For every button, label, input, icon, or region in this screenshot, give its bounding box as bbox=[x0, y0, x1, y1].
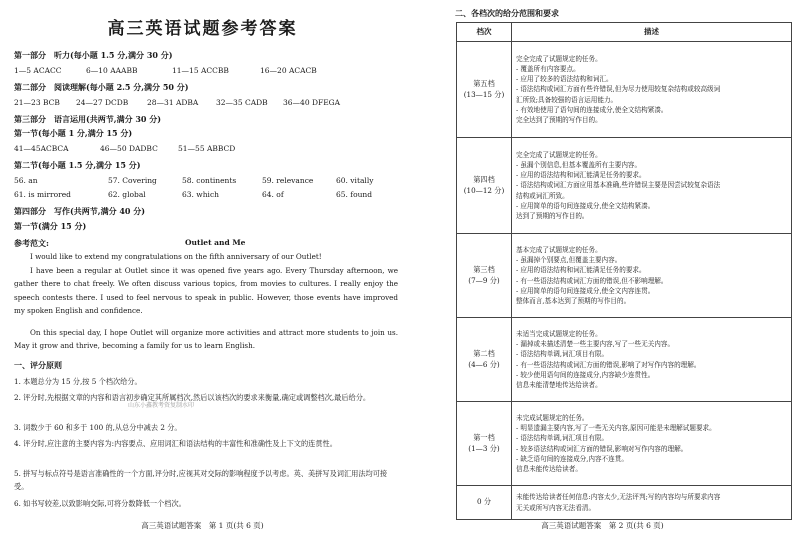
cloze-answer: 56. an bbox=[14, 176, 38, 185]
tier-name: 第三档 bbox=[473, 265, 495, 275]
part2-answer: 36—40 DFEGA bbox=[283, 98, 341, 107]
cloze-answer: 64. of bbox=[262, 190, 284, 199]
principle-item: 6. 如书写较差,以致影响交际,可将分数降低一个档次。 bbox=[14, 499, 186, 508]
essay-paragraph: I would like to extend my congratulations on the fifth anniversary of our Outlet! bbox=[30, 252, 322, 261]
description-line: - 明显遗漏主要内容,写了一些无关内容,原因可能是未理解试题要求。 bbox=[516, 424, 716, 433]
description-line: 汇所致;具备较强的语言运用能力。 bbox=[516, 95, 618, 104]
description-line: - 语法结构单调,词汇项目有限。 bbox=[516, 350, 609, 359]
essay-paragraph: I have been a regular at Outlet since it was opened five years ago. Every Thursday afternoon, we gather there to chat freely. We often discuss various topics, from movies to cultures. I really enjoy the speech contests there. I used to feel nervous to speak in public. However, those events have improved my spoken English and confidence. bbox=[14, 266, 398, 316]
description-line: 信息未能传达给读者。 bbox=[516, 464, 582, 473]
tier-name: 第四档 bbox=[473, 175, 495, 185]
part2-answer: 24—27 DCDB bbox=[76, 98, 129, 107]
cloze-answer: 60. vitally bbox=[336, 176, 374, 185]
tier-range: (10—12 分) bbox=[463, 185, 505, 195]
description-line: - 覆盖所有内容要点。 bbox=[516, 64, 580, 73]
description-line: 基本完成了试题规定的任务。 bbox=[516, 245, 602, 254]
description-line: 未适当完成试题规定的任务。 bbox=[516, 329, 602, 338]
scoring-table bbox=[456, 22, 792, 520]
description-line: - 虽漏个别信息,但基本覆盖所有主要内容。 bbox=[516, 160, 642, 169]
description-line: 无关或所写内容无法看清。 bbox=[516, 503, 596, 512]
part1-answer: 16—20 ACACB bbox=[260, 66, 317, 75]
description-line: 未能传达给读者任何信息:内容太少,无法评判;写的内容均与所要求内容 bbox=[516, 493, 721, 502]
tier-name: 第一档 bbox=[473, 433, 495, 443]
principle-item: 3. 词数少于 60 和多于 100 的,从总分中减去 2 分。 bbox=[14, 423, 182, 432]
description-line: - 语法结构或词汇方面应用基本准确,些许错误主要是因尝试较复杂语法 bbox=[516, 181, 721, 190]
watermark-text: 山东小鑫教考资复制水印 bbox=[128, 402, 195, 409]
description-line: - 较少使用语句间的连接成分,内容缺少连贯性。 bbox=[516, 370, 655, 379]
description-line: - 缺乏语句间的连接成分,内容不连贯。 bbox=[516, 454, 628, 463]
part2-heading: 第二部分 阅读理解(每小题 2.5 分,满分 50 分) bbox=[14, 82, 189, 92]
description-line: - 语法结构或词汇方面有些许错误,但为尽力使用较复杂结构或较高级词 bbox=[516, 85, 721, 94]
essay-paragraph: On this special day, I hope Outlet will organize more activities and attract more students to join us. May it grow and thrive, becoming a family for us to learn English. bbox=[14, 328, 398, 351]
principle-item: 4. 评分时,应注意的主要内容为:内容要点、应用词汇和语法结构的丰富性和准确性及上下文的连贯性。 bbox=[14, 439, 337, 448]
description-line: 完全完成了试题规定的任务。 bbox=[516, 54, 602, 63]
cloze-answer: 61. is mirrored bbox=[14, 190, 71, 199]
description-line: - 有一些语法结构或词汇方面的错误,但不影响理解。 bbox=[516, 276, 668, 285]
description-line: 信息未能清楚地传达给读者。 bbox=[516, 380, 602, 389]
right-page bbox=[405, 0, 800, 537]
part3-sec1-answer: 51—55 ABBCD bbox=[178, 144, 236, 153]
principle-item: 5. 拼写与标点符号是语言准确性的一个方面,评分时,应视其对交际的影响程度予以考虑。英、美拼写及词汇用法均可接受。 bbox=[14, 469, 388, 491]
table-row bbox=[457, 138, 792, 234]
tier-cell bbox=[457, 318, 512, 402]
part2-answer: 32—35 CADB bbox=[216, 98, 268, 107]
part3-sec1-answer: 46—50 DADBC bbox=[100, 144, 158, 153]
table-row bbox=[457, 318, 792, 402]
page-footer: 高三英语试题答案 第 2 页(共 6 页) bbox=[541, 521, 664, 530]
part3-sec1-heading: 第一节(每小题 1 分,满分 15 分) bbox=[14, 128, 133, 138]
cloze-answer: 63. which bbox=[182, 190, 219, 199]
description-line: 完全完成了试题规定的任务。 bbox=[516, 150, 602, 159]
part1-answer: 11—15 ACCBB bbox=[172, 66, 229, 75]
part4-sec1-heading: 第一节(满分 15 分) bbox=[14, 221, 87, 231]
description-line: - 应用了较多的语法结构和词汇。 bbox=[516, 75, 613, 84]
tier-cell bbox=[457, 138, 512, 234]
description-cell bbox=[512, 42, 792, 138]
essay-title: Outlet and Me bbox=[185, 238, 246, 247]
page-title: 高三英语试题参考答案 bbox=[107, 19, 298, 39]
tier-range: (4—6 分) bbox=[468, 359, 500, 369]
tier-range: (1—3 分) bbox=[468, 443, 500, 453]
principle-item: 1. 本题总分为 15 分,按 5 个档次给分。 bbox=[14, 377, 142, 386]
cloze-answer: 58. continents bbox=[182, 176, 237, 185]
description-line: 达到了预期的写作目的。 bbox=[516, 212, 589, 220]
description-line: - 应用的语法结构和词汇能满足任务的要求。 bbox=[516, 266, 646, 275]
scoring-heading: 二、各档次的给分范围和要求 bbox=[455, 8, 559, 18]
description-line: - 应用的语法结构和词汇能满足任务的要求。 bbox=[516, 171, 646, 180]
part2-answer: 28—31 ADBA bbox=[147, 98, 199, 107]
description-cell bbox=[512, 318, 792, 402]
table-row bbox=[457, 234, 792, 318]
cloze-answer: 62. global bbox=[108, 190, 146, 199]
description-line: - 虽漏掉个别要点,但覆盖主要内容。 bbox=[516, 256, 622, 265]
description-cell bbox=[512, 486, 792, 520]
part1-answer: 1—5 ACACC bbox=[14, 66, 62, 75]
table-header-row bbox=[457, 23, 792, 42]
cloze-answer: 59. relevance bbox=[262, 176, 314, 185]
description-line: - 语法结构单调,词汇项目有限。 bbox=[516, 434, 609, 443]
part3-sec2-heading: 第二节(每小题 1.5 分,满分 15 分) bbox=[14, 160, 141, 170]
cloze-answer: 57. Covering bbox=[108, 176, 157, 185]
description-line: 结构或词汇所致。 bbox=[516, 191, 569, 200]
description-cell bbox=[512, 138, 792, 234]
sample-label: 参考范文: bbox=[14, 238, 49, 248]
description-line: - 漏掉或未描述清楚一些主要内容,写了一些无关内容。 bbox=[516, 340, 675, 349]
description-line: - 有效地使用了语句间的连接成分,使全文结构紧凑。 bbox=[516, 105, 668, 114]
tier-cell bbox=[457, 402, 512, 486]
description-line: 完全达到了预期的写作目的。 bbox=[516, 116, 602, 124]
part1-heading: 第一部分 听力(每小题 1.5 分,满分 30 分) bbox=[14, 50, 173, 60]
tier-name: 0 分 bbox=[476, 497, 492, 507]
description-line: - 有一些语法结构或词汇方面的错误,影响了对写作内容的理解。 bbox=[516, 360, 701, 369]
cloze-answer: 65. found bbox=[336, 190, 373, 199]
part1-answer: 6—10 AAABB bbox=[86, 66, 138, 75]
tier-name: 第五档 bbox=[473, 79, 495, 89]
tier-cell bbox=[457, 234, 512, 318]
description-line: 整体而言,基本达到了预期的写作目的。 bbox=[516, 296, 631, 305]
description-line: - 应用简单的语句间连接成分,使全文内容连贯。 bbox=[516, 286, 655, 295]
description-cell bbox=[512, 234, 792, 318]
description-line: - 应用简单的语句间连接成分,使全文结构紧凑。 bbox=[516, 201, 655, 210]
principles-heading: 一、评分原则 bbox=[14, 360, 62, 370]
description-cell bbox=[512, 402, 792, 486]
description-line: - 较多语法结构或词汇方面的错误,影响对写作内容的理解。 bbox=[516, 444, 688, 453]
table-row bbox=[457, 486, 792, 520]
tier-cell bbox=[457, 42, 512, 138]
tier-name: 第二档 bbox=[473, 349, 495, 359]
part4-heading: 第四部分 写作(共两节,满分 40 分) bbox=[14, 206, 146, 216]
principle-item: 2. 评分时,先根据文章的内容和语言初步确定其所属档次,然后以该档次的要求来衡量,确定或调整档次,最后给分。 bbox=[14, 393, 371, 402]
description-line: 未完成试题规定的任务。 bbox=[516, 413, 589, 422]
table-row bbox=[457, 42, 792, 138]
part3-heading: 第三部分 语言运用(共两节,满分 30 分) bbox=[14, 114, 162, 124]
tier-range: (13—15 分) bbox=[463, 89, 505, 99]
table-row bbox=[457, 402, 792, 486]
tier-range: (7—9 分) bbox=[468, 275, 500, 285]
part3-sec1-answer: 41—45ACBCA bbox=[14, 144, 69, 153]
part2-answer: 21—23 BCB bbox=[14, 98, 60, 107]
column-header-description: 描述 bbox=[512, 23, 792, 42]
page-footer: 高三英语试题答案 第 1 页(共 6 页) bbox=[141, 521, 264, 530]
tier-cell bbox=[457, 486, 512, 520]
column-header-tier: 档次 bbox=[457, 23, 512, 42]
